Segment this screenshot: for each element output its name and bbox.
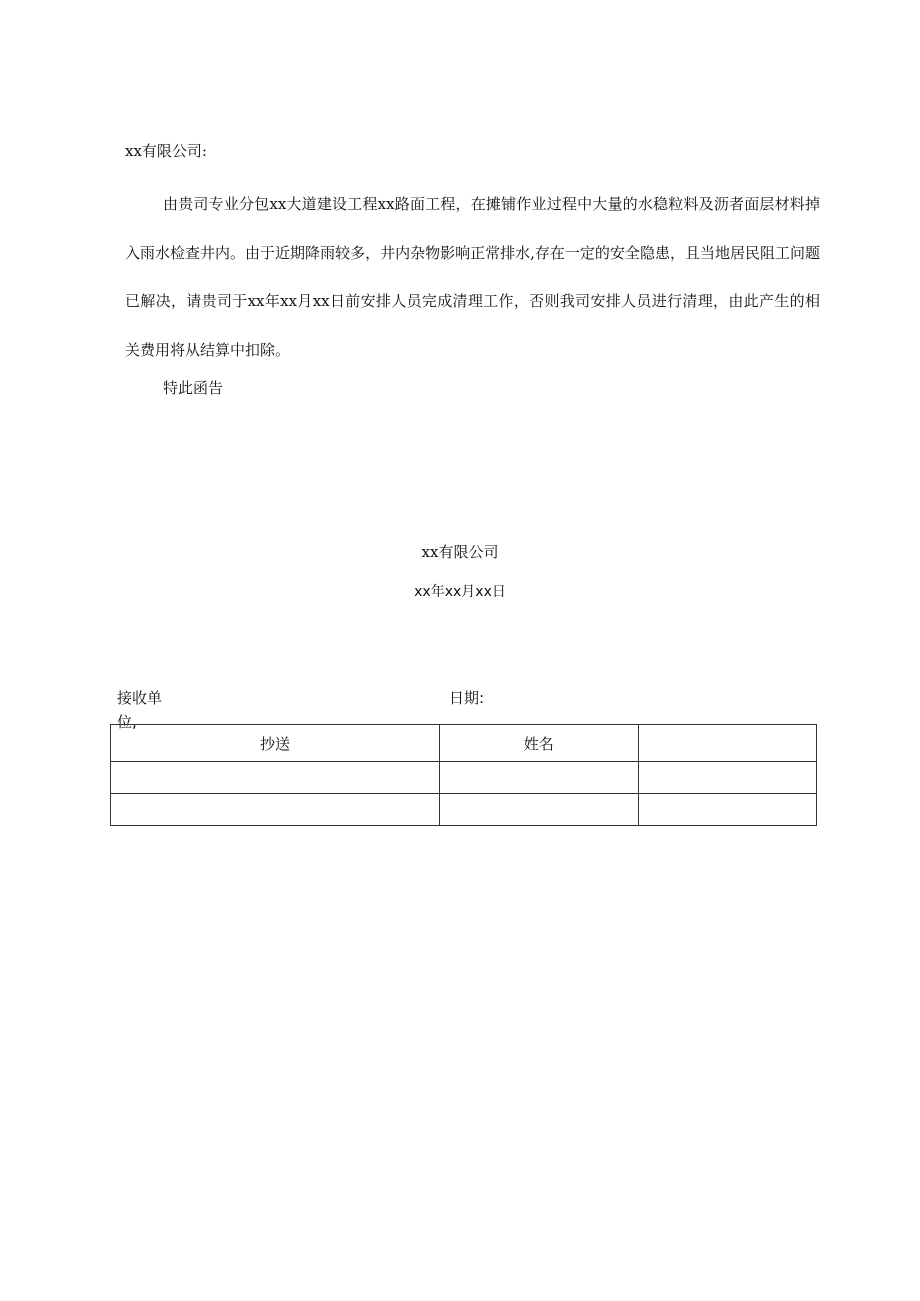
- header-cc: 抄送: [111, 725, 440, 762]
- salutation: xx有限公司:: [125, 142, 207, 160]
- table-cell: [111, 762, 440, 794]
- table-cell: [111, 794, 440, 826]
- table-header-row: [111, 725, 817, 762]
- letter-body: 由贵司专业分包xx大道建设工程xx路面工程，在摊铺作业过程中大量的水稳粒料及沥者面层材料掉入雨水检查井内。由于近期降雨较多，井内杂物影响正常排水,存在一定的安全隐患，且当地居民阻工问题已解决，请贵司于xx年xx月xx日前安排人员完成清理工作，否则我司安排人员进行清理，由此产生的相关费用将从结算中扣除。: [125, 195, 820, 359]
- header-name: 姓名: [440, 725, 638, 762]
- table-cell: [638, 794, 816, 826]
- header-blank: [638, 725, 816, 762]
- cc-table: [110, 724, 817, 826]
- receiving-unit-label: 接收单位,: [117, 689, 163, 731]
- table-cell: [440, 794, 638, 826]
- closing-phrase: 特此函告: [163, 379, 224, 397]
- table-row: [111, 794, 817, 826]
- table-row: [111, 762, 817, 794]
- table-cell: [638, 762, 816, 794]
- signature-company: xx有限公司: [421, 543, 499, 561]
- signature-date: xx年xx月xx日: [414, 584, 506, 600]
- receipt-date-label: 日期:: [449, 689, 485, 707]
- table-cell: [440, 762, 638, 794]
